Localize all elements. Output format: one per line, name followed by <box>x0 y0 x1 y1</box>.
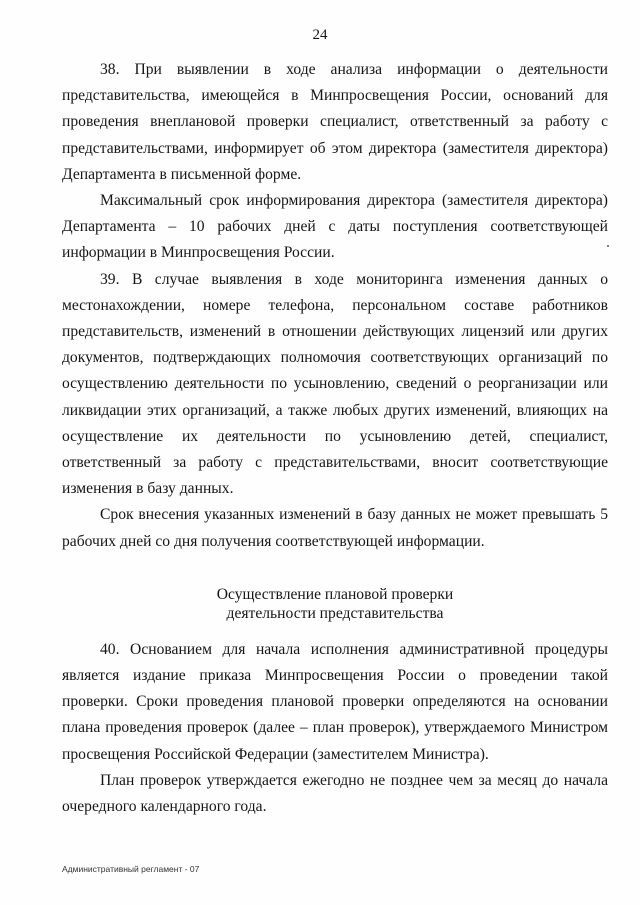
section-heading <box>62 585 608 623</box>
document-body <box>62 57 608 820</box>
paragraph-38: 38. При выявлении в ходе анализа информации о деятельности представительства, имеющейся в Минпросвещения России, оснований для проведения внеплановой проверки специалист, ответственный за работу с представительствами, информирует об этом директора (заместителя директора) Департамента в письменной форме. <box>62 61 608 183</box>
paragraph-40: 40. Основанием для начала исполнения административной процедуры является издание приказа Минпросвещения России о проведении такой проверки. Сроки проведения плановой проверки определяются на основании плана проведения проверок (далее – план проверок), утверждаемого Министром просвещения Российской Федерации (заместителем Министра). <box>62 640 608 763</box>
paragraph-40-schedule: План проверок утверждается ежегодно не позднее чем за месяц до начала очередного календарного года. <box>62 771 608 816</box>
paragraph-38-deadline: Максимальный срок информирования директора (заместителя директора) Департамента – 10 рабочих дней с даты поступления соответствующей информации в Минпросвещения России. <box>62 192 608 262</box>
page-number: 24 <box>312 27 328 43</box>
section-heading-line-1: Осуществление плановой проверки <box>216 585 454 603</box>
scan-speck <box>607 245 609 247</box>
footer-note: Административный регламент - 07 <box>62 864 200 874</box>
paragraph-39: 39. В случае выявления в ходе мониторинга изменения данных о местонахождении, номере телефона, персональном составе работников представительств, изменений в отношении действующих лицензий или других документов, подтверждающих полномочия соответствующих организаций по осуществлению деятельности по усыновлению, сведений о реорганизации или ликвидации этих организаций, а также любых других изменений, влияющих на осуществление их деятельности по усыновлению детей, специалист, ответственный за работу с представительствами, вносит соответствующие изменения в базу данных. <box>62 270 608 498</box>
paragraph-39-deadline: Срок внесения указанных изменений в базу данных не может превышать 5 рабочих дней со дня получения соответствующей информации. <box>62 506 608 550</box>
section-heading-line-2: деятельности представительства <box>226 604 444 622</box>
